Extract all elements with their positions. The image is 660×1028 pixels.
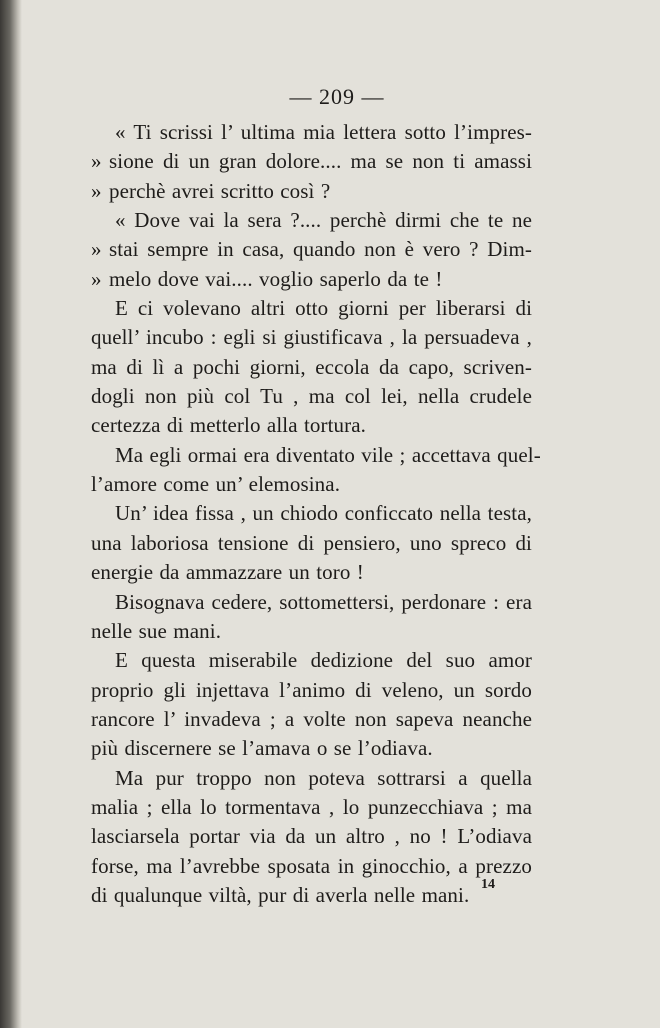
text-line: una laboriosa tensione di pensiero, uno spreco di [91,530,532,555]
text-line: » melo dove vai.... voglio saperlo da te ! [91,265,532,294]
text-line: ma di lì a pochi giorni, eccola da capo, scriven- [91,354,532,379]
text-line: più discernere se l’amava o se l’odiava. [91,736,433,761]
text-line: di qualunque viltà, pur di averla nelle mani. [91,882,470,907]
text-line: forse, ma l’avrebbe sposata in ginocchio, a prezzo [91,853,532,878]
text-line: E ci volevano altri otto giorni per liberarsi di [115,296,532,321]
text-line: Ma egli ormai era diventato vile ; accettava quel- [115,442,541,467]
text-line: » stai sempre in casa, quando non è vero ? Dim- [91,235,532,264]
page-number: — 209 — [289,84,385,109]
text-line: « Dove vai la sera ?.... perchè dirmi che te ne [115,208,532,233]
text-line: quell’ incubo : egli si giustificava , la persuadeva , [91,325,532,350]
text-line: E questa miserabile dedizione del suo amor [115,648,532,673]
text-line: rancore l’ invadeva ; a volte non sapeva neanche [91,706,532,731]
text-line: dogli non più col Tu , ma col lei, nella crudele [91,384,532,409]
text-line: « Ti scrissi l’ ultima mia lettera sotto l’impres- [115,120,532,144]
text-line: energie da ammazzare un toro ! [91,560,364,585]
body-text [91,118,541,910]
text-line: Un’ idea fissa , un chiodo conficcato nella testa, [115,501,532,526]
text-line: » perchè avrei scritto così ? [91,177,532,206]
text-line: proprio gli injettava l’animo di veleno, un sordo [91,677,532,702]
text-line: » sione di un gran dolore.... ma se non ti amassi [91,147,532,176]
signature-mark: 14 [481,877,495,892]
text-line: nelle sue mani. [91,618,222,643]
book-binding-edge [0,0,22,1028]
text-line: malia ; ella lo tormentava , lo punzecchiava ; ma [91,794,532,819]
text-line: certezza di metterlo alla tortura. [91,413,366,438]
text-line: lasciarsela portar via da un altro , no ! L’odiava [91,824,532,849]
text-line: Ma pur troppo non poteva sottrarsi a quella [115,765,532,790]
text-line: Bisognava cedere, sottomettersi, perdonare : era [115,589,532,614]
text-line: l’amore come un’ elemosina. [91,472,341,497]
